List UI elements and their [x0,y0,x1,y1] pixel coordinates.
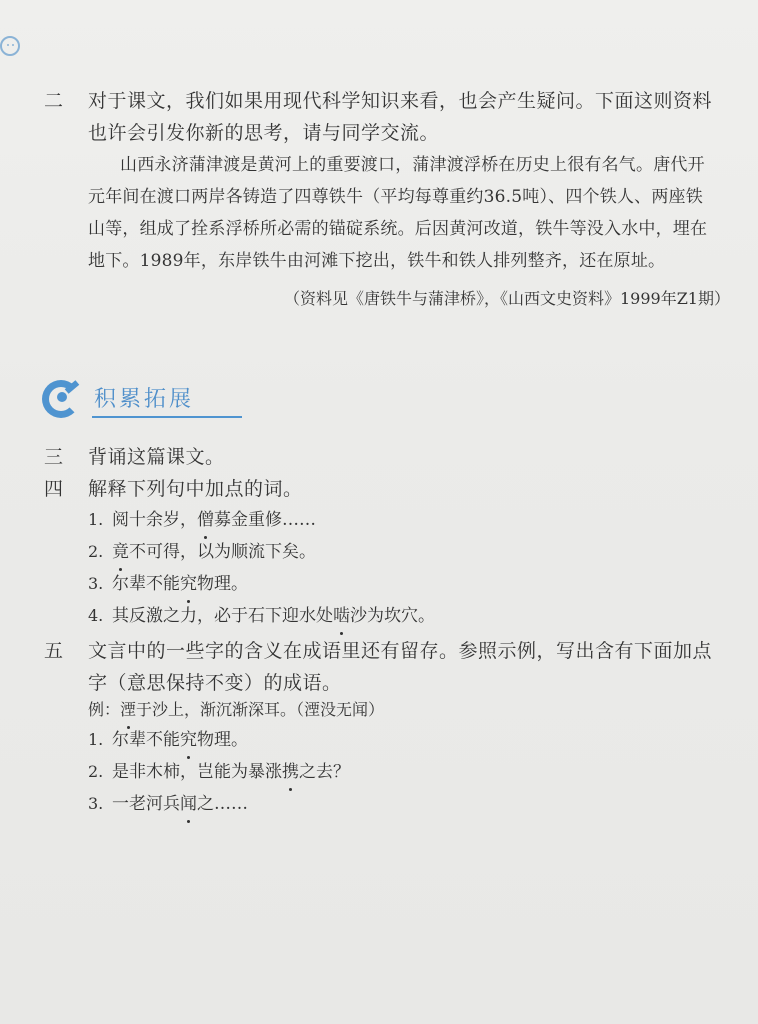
face-icon [0,36,20,56]
q5-item-1-text: 尔辈不能究物理。 [112,726,248,754]
emphasis-dot-char: 啮 [333,602,350,630]
question-3-number: 三 [44,446,64,468]
q4-item-4-text: 其反激之力，必于石下迎水处啮沙为坎穴。 [112,602,435,630]
q4-item-3-number: 3. [88,574,104,593]
question-2-line-1: 对于课文，我们如果用现代科学知识来看，也会产生疑问。下面这则资料 [88,90,713,112]
q4-item-3-text: 尔辈不能究物理。 [112,570,248,598]
section-title: 积累拓展 [94,387,195,412]
emphasis-dot-char: 竟 [112,538,129,566]
question-5-line-1: 文言中的一些字的含义在成语里还有留存。参照示例，写出含有下面加点 [88,640,713,662]
emphasis-dot-char: 携 [282,758,299,786]
question-2-line-2: 也许会引发你新的思考，请与同学交流。 [88,122,440,144]
question-3-text: 背诵这篇课文。 [88,446,225,468]
q5-item-1-number: 1. [88,730,104,749]
emphasis-dot-char: 究 [180,570,197,598]
material-line-3: 山等，组成了拴系浮桥所必需的锚碇系统。后因黄河改道，铁牛等没入水中，埋在 [88,219,708,239]
material-line-4: 地下。1989年，东岸铁牛由河滩下挖出，铁牛和铁人排列整齐，还在原址。 [88,251,666,271]
q5-item-3-number: 3. [88,794,104,813]
q4-item-1-number: 1. [88,510,104,529]
q4-item-1-text: 阅十余岁，僧募金重修…… [112,506,316,534]
material-source: （资料见《唐铁牛与蒲津桥》，《山西文史资料》1999年Z1期） [283,289,730,308]
example-answer: 湮没无闻 [304,700,369,719]
q4-item-2-number: 2. [88,542,104,561]
section-underline [92,416,242,418]
q5-item-3-text: 一老河兵闻之…… [112,790,248,818]
emphasis-dot-char: 湮 [120,696,136,724]
question-5-number: 五 [44,640,64,662]
q4-item-4-number: 4. [88,606,104,625]
question-5-line-2: 字（意思保持不变）的成语。 [88,672,342,694]
material-line-1: 山西永济蒲津渡是黄河上的重要渡口，蒲津渡浮桥在历史上很有名气。唐代开 [120,155,705,175]
material-line-2: 元年间在渡口两岸各铸造了四尊铁牛（平均每尊重约36.5吨）、四个铁人、两座铁 [88,187,703,207]
question-2-number: 二 [44,90,64,112]
q5-example: 例：湮于沙上，渐沉渐深耳。（湮没无闻） [88,696,384,724]
q5-item-2-number: 2. [88,762,104,781]
emphasis-dot-char: 究 [180,726,197,754]
q4-item-2-text: 竟不可得，以为顺流下矣。 [112,538,316,566]
question-4-number: 四 [44,478,64,500]
emphasis-dot-char: 闻 [180,790,197,818]
emphasis-dot-char: 僧 [197,506,214,534]
question-4-text: 解释下列句中加点的词。 [88,478,303,500]
q5-item-2-text: 是非木柿，岂能为暴涨携之去？ [112,758,350,786]
